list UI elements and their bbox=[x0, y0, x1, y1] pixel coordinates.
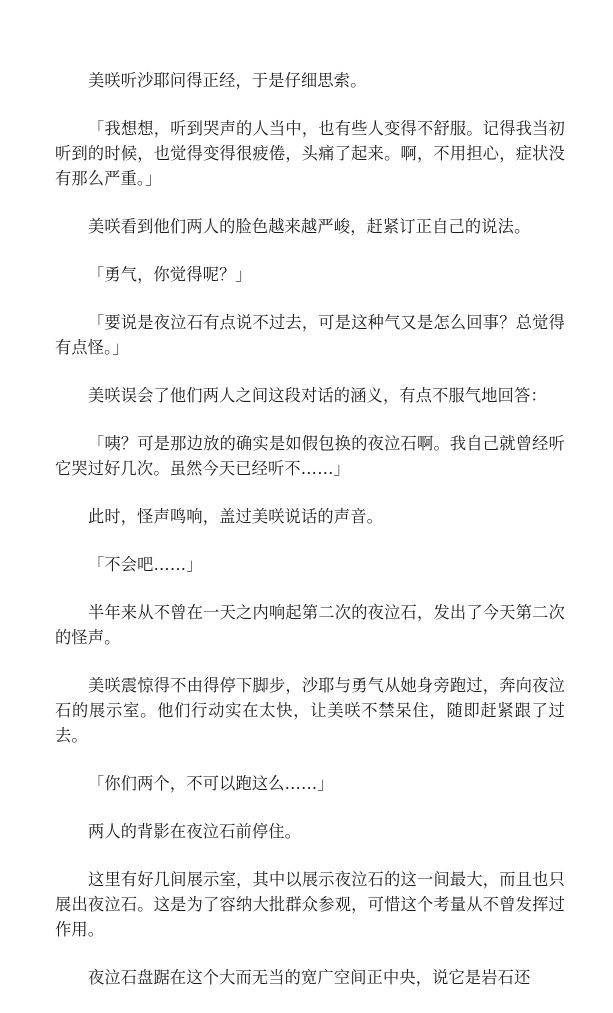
paragraph: 这里有好几间展示室，其中以展示夜泣石的这一间最大，而且也只展出夜泣石。这是为了容纳大批群众参观，可惜这个考量从不曾发挥过作用。 bbox=[55, 870, 565, 939]
paragraph: 夜泣石盘踞在这个大而无当的宽广空间正中央，说它是岩石还 bbox=[88, 968, 531, 987]
paragraph: 美咲震惊得不由得停下脚步，沙耶与勇气从她身旁跑过，奔向夜泣石的展示室。他们行动实在太快，让美咲不禁呆住，随即赶紧跟了过去。 bbox=[55, 676, 565, 745]
paragraph: 「咦？可是那边放的确实是如假包换的夜泣石啊。我自己就曾经听它哭过好几次。虽然今天已经听不……」 bbox=[55, 434, 565, 478]
paragraph: 「勇气，你觉得呢？」 bbox=[88, 265, 252, 284]
paragraph: 两人的背影在夜泣石前停住。 bbox=[88, 822, 302, 841]
paragraph: 此时，怪声鸣响，盖过美咲说话的声音。 bbox=[88, 507, 383, 526]
paragraph: 美咲看到他们两人的脸色越来越严峻，赶紧订正自己的说法。 bbox=[88, 217, 531, 236]
paragraph: 「我想想，听到哭声的人当中，也有些人变得不舒服。记得我当初听到的时候，也觉得变得很疲倦，头痛了起来。啊，不用担心，症状没有那么严重。」 bbox=[55, 119, 565, 188]
paragraph: 美咲误会了他们两人之间这段对话的涵义，有点不服气地回答： bbox=[88, 386, 547, 405]
paragraph: 「你们两个，不可以跑这么……」 bbox=[88, 774, 334, 793]
paragraph: 「不会吧……」 bbox=[88, 555, 203, 574]
document-page bbox=[55, 68, 565, 1013]
paragraph: 美咲听沙耶问得正经，于是仔细思索。 bbox=[88, 71, 367, 90]
paragraph: 半年来从不曾在一天之内响起第二次的夜泣石，发出了今天第二次的怪声。 bbox=[55, 603, 565, 647]
paragraph: 「要说是夜泣石有点说不过去，可是这种气又是怎么回事？总觉得有点怪。」 bbox=[55, 313, 565, 357]
